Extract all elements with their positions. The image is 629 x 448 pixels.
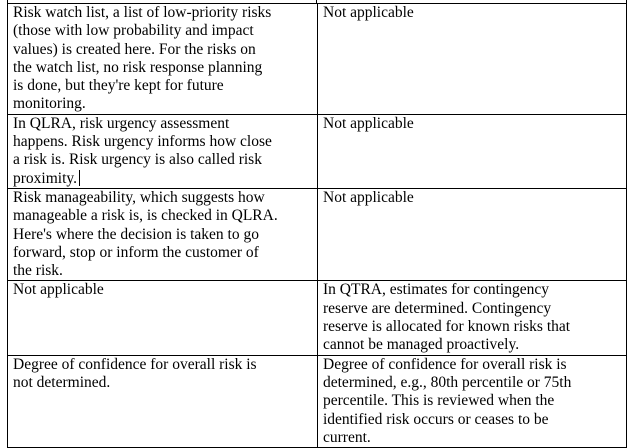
- cell-text-line: happens. Risk urgency informs how close: [13, 133, 272, 151]
- cell-qlra[interactable]: [8, 4, 318, 115]
- cell-text-line: not determined.: [13, 373, 111, 391]
- cell-text-line: Here's where the decision is taken to go: [13, 225, 259, 243]
- cell-text-line: manageable a risk is, is checked in QLRA.: [13, 207, 278, 225]
- cell-text-line: the watch list, no risk response planning: [13, 58, 263, 76]
- cell-qtra[interactable]: [318, 4, 627, 115]
- cell-text-line: values) is created here. For the risks on: [13, 40, 256, 58]
- comparison-table: [7, 3, 627, 448]
- cell-qtra[interactable]: [318, 114, 627, 188]
- cell-text-line: proximity.: [13, 170, 312, 188]
- cell-text-line: reserve is allocated for known risks that: [323, 318, 571, 336]
- table-row: [8, 188, 627, 280]
- text-cursor: [79, 170, 80, 186]
- cell-text-line: percentile. This is reviewed when the: [323, 392, 555, 410]
- cell-text-line: the risk.: [13, 262, 63, 280]
- cell-text-line: Risk manageability, which suggests how: [13, 188, 265, 206]
- cell-text-line: identified risk occurs or ceases to be: [323, 410, 549, 428]
- cell-text-line: forward, stop or inform the customer of: [13, 243, 259, 261]
- cell-text-line: reserve are determined. Contingency: [323, 299, 552, 317]
- cell-text-line: Not applicable: [13, 281, 104, 299]
- cell-qtra[interactable]: [318, 355, 627, 447]
- cell-text-line: Not applicable: [323, 188, 414, 206]
- cell-text-line: Degree of confidence for overall risk is: [323, 355, 567, 373]
- cell-qtra[interactable]: [318, 188, 627, 280]
- cell-text-line: Not applicable: [323, 4, 414, 21]
- cell-qlra[interactable]: [8, 188, 318, 280]
- cell-text-line: (those with low probability and impact: [13, 22, 254, 40]
- table-row: [8, 114, 627, 188]
- cell-qlra[interactable]: [8, 355, 318, 447]
- cell-text-line: In QTRA, estimates for contingency: [323, 281, 549, 299]
- cell-text-line: monitoring.: [13, 95, 86, 113]
- cell-qlra[interactable]: [8, 281, 318, 355]
- cell-text-line: a risk is. Risk urgency is also called risk: [13, 151, 262, 169]
- cell-qtra[interactable]: [318, 281, 627, 355]
- cell-text-line: In QLRA, risk urgency assessment: [13, 114, 230, 132]
- cell-text-line: determined, e.g., 80th percentile or 75th: [323, 373, 572, 391]
- cell-text-line: Risk watch list, a list of low-priority risks: [13, 4, 272, 21]
- cell-text-line: current.: [323, 428, 371, 446]
- cell-text-line: is done, but they're kept for future: [13, 77, 224, 95]
- cell-text-line: Degree of confidence for overall risk is: [13, 355, 257, 373]
- cell-text-line: Not applicable: [323, 114, 414, 132]
- cell-text-line: cannot be managed proactively.: [323, 336, 520, 354]
- cell-qlra[interactable]: [8, 114, 318, 188]
- table-row: [8, 355, 627, 447]
- table-row: [8, 4, 627, 115]
- table-row: [8, 281, 627, 355]
